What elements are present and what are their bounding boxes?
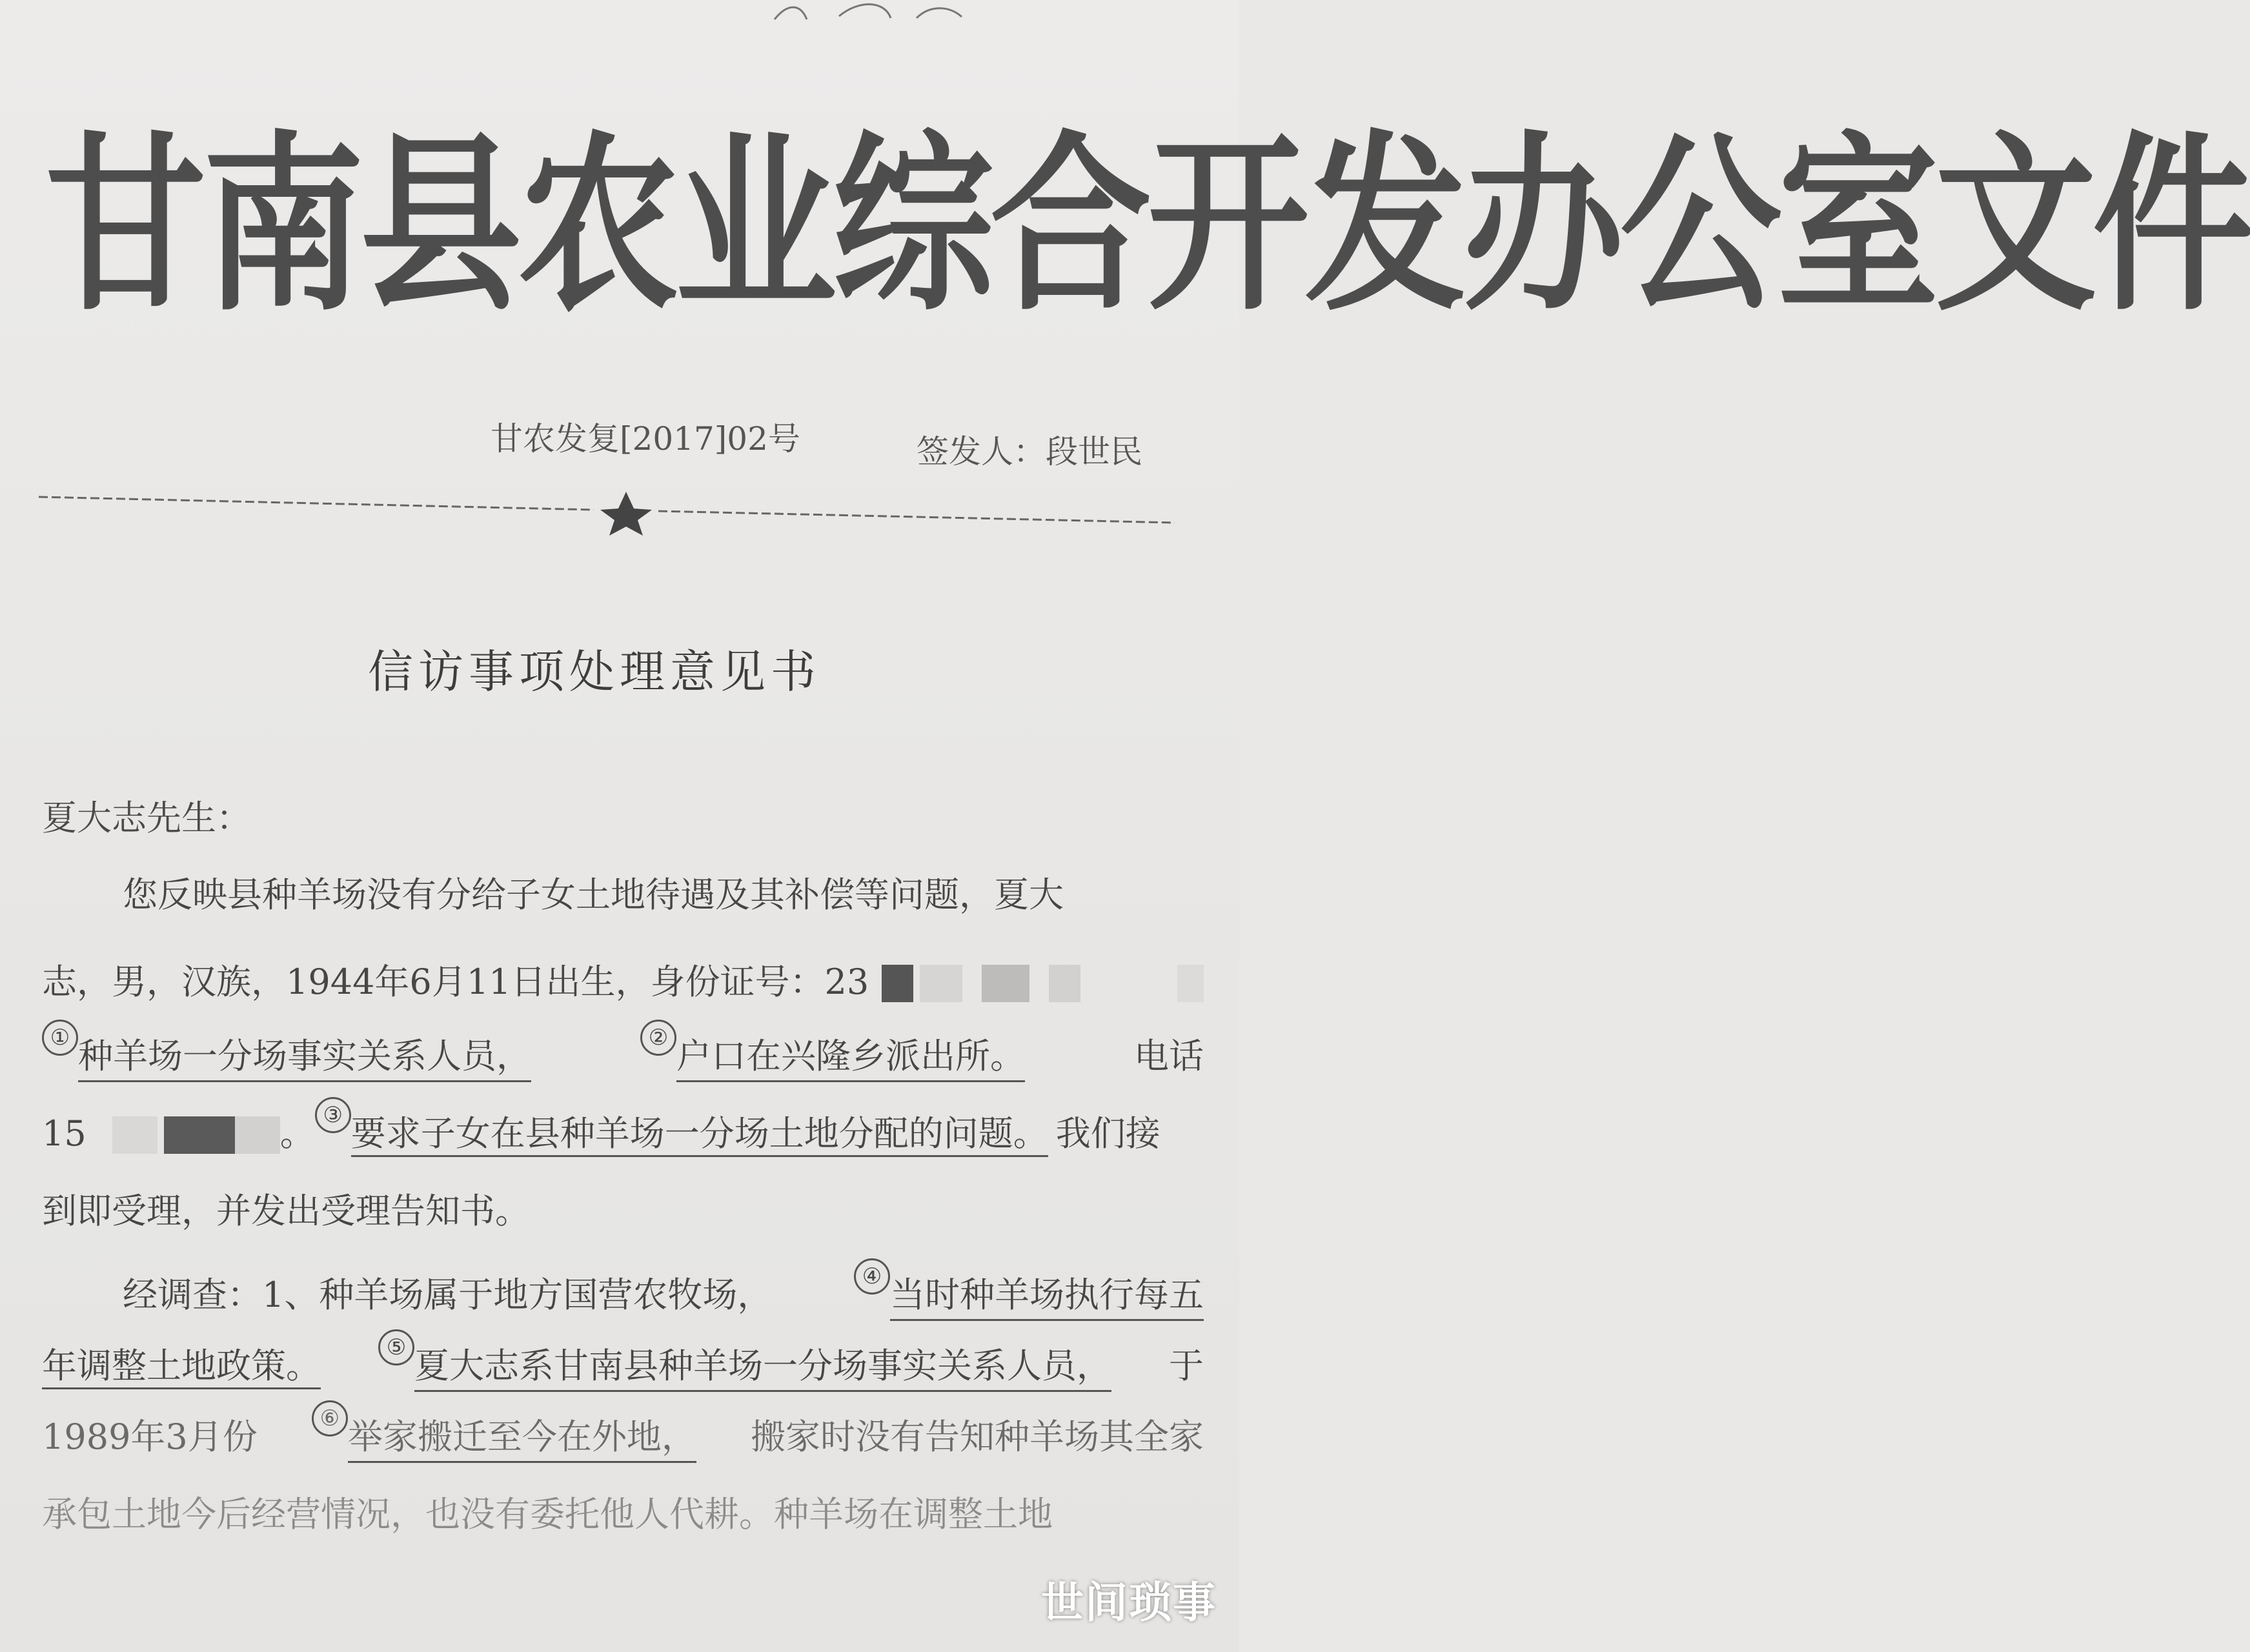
body-line-6 [42, 1264, 1204, 1315]
watermark: 世间琐事 [1041, 1578, 1217, 1627]
redaction-block [920, 965, 962, 1002]
body-line-5 [42, 1191, 1204, 1231]
redaction-block [164, 1116, 235, 1154]
header-char: 甘 [45, 114, 203, 337]
body-text: 户口在兴隆乡派出所。 [676, 1036, 1025, 1082]
header-char: 开 [1148, 114, 1305, 337]
header-char: 公 [1620, 114, 1778, 337]
body-text: 于 [1169, 1345, 1204, 1386]
header-char: 南 [203, 114, 360, 337]
header-char: 文 [1935, 114, 2093, 337]
document-number: 甘农发复[2017]02号 [491, 420, 800, 458]
header-char: 综 [833, 114, 990, 337]
salutation: 夏大志先生： [42, 798, 251, 838]
annotation-circle: ⑥ [312, 1400, 348, 1436]
body-text: 我们接 [1055, 1113, 1160, 1154]
body-text: 年调整土地政策。 [42, 1349, 321, 1389]
body-text: 承包土地今后经营情况，也没有委托他人代耕。种羊场在调整土地 [42, 1494, 1053, 1535]
body-text: 要求子女在县种羊场一分场土地分配的问题。 [351, 1116, 1048, 1157]
body-text: 1989年3月份 [42, 1416, 258, 1457]
header-char: 县 [360, 114, 518, 337]
document-title: 信访事项处理意见书 [368, 645, 821, 698]
annotation-circle: ④ [854, 1258, 890, 1294]
body-text: 15 [42, 1113, 86, 1154]
body-line-9 [42, 1494, 1204, 1535]
annotation-circle: ③ [315, 1097, 351, 1133]
body-text: 种羊场一分场事实关系人员， [78, 1036, 531, 1082]
redaction-block [235, 1116, 280, 1154]
redaction-block [1177, 965, 1204, 1002]
body-text: 举家搬迁至今在外地， [348, 1416, 696, 1463]
org-header-title [45, 89, 2250, 363]
redaction-block [982, 965, 1029, 1002]
body-text: 当时种羊场执行每五 [890, 1274, 1204, 1321]
header-char: 件 [2093, 114, 2250, 337]
body-text: 。 [279, 1113, 315, 1154]
header-char: 办 [1463, 114, 1620, 337]
body-text: 搬家时没有告知种羊场其全家 [750, 1416, 1204, 1457]
body-line-7 [42, 1335, 1204, 1389]
body-line-2 [42, 962, 1204, 1002]
signer: 签发人：段世民 [917, 433, 1142, 470]
body-text: 夏大志系甘南县种羊场一分场事实关系人员， [414, 1345, 1111, 1392]
body-line-8 [42, 1405, 1204, 1457]
header-char: 农 [518, 114, 675, 337]
annotation-circle: ① [42, 1020, 78, 1056]
body-line-3 [42, 1025, 1204, 1076]
annotation-circle: ⑤ [378, 1329, 414, 1365]
header-char: 室 [1778, 114, 1935, 337]
body-text: 电话 [1134, 1036, 1204, 1076]
header-char: 合 [990, 114, 1148, 337]
body-text: 您反映县种羊场没有分给子女土地待遇及其补偿等问题，夏大 [123, 874, 1064, 915]
annotation-circle: ② [640, 1020, 676, 1056]
body-text: 志，男，汉族，1944年6月11日出生，身份证号：23 [42, 962, 869, 1002]
body-text: 经调查：1、种羊场属于地方国营农牧场， [123, 1274, 773, 1315]
body-text: 到即受理，并发出受理告知书。 [42, 1191, 530, 1231]
star-icon [600, 492, 652, 536]
header-divider [39, 490, 1175, 536]
body-line-1 [42, 874, 1204, 915]
redaction-block [882, 965, 913, 1002]
body-line-4 [42, 1102, 1204, 1157]
header-char: 发 [1305, 114, 1463, 337]
handwritten-scribble [762, 0, 981, 26]
redaction-block [1049, 965, 1080, 1002]
header-char: 业 [675, 114, 833, 337]
redaction-block [112, 1116, 157, 1154]
